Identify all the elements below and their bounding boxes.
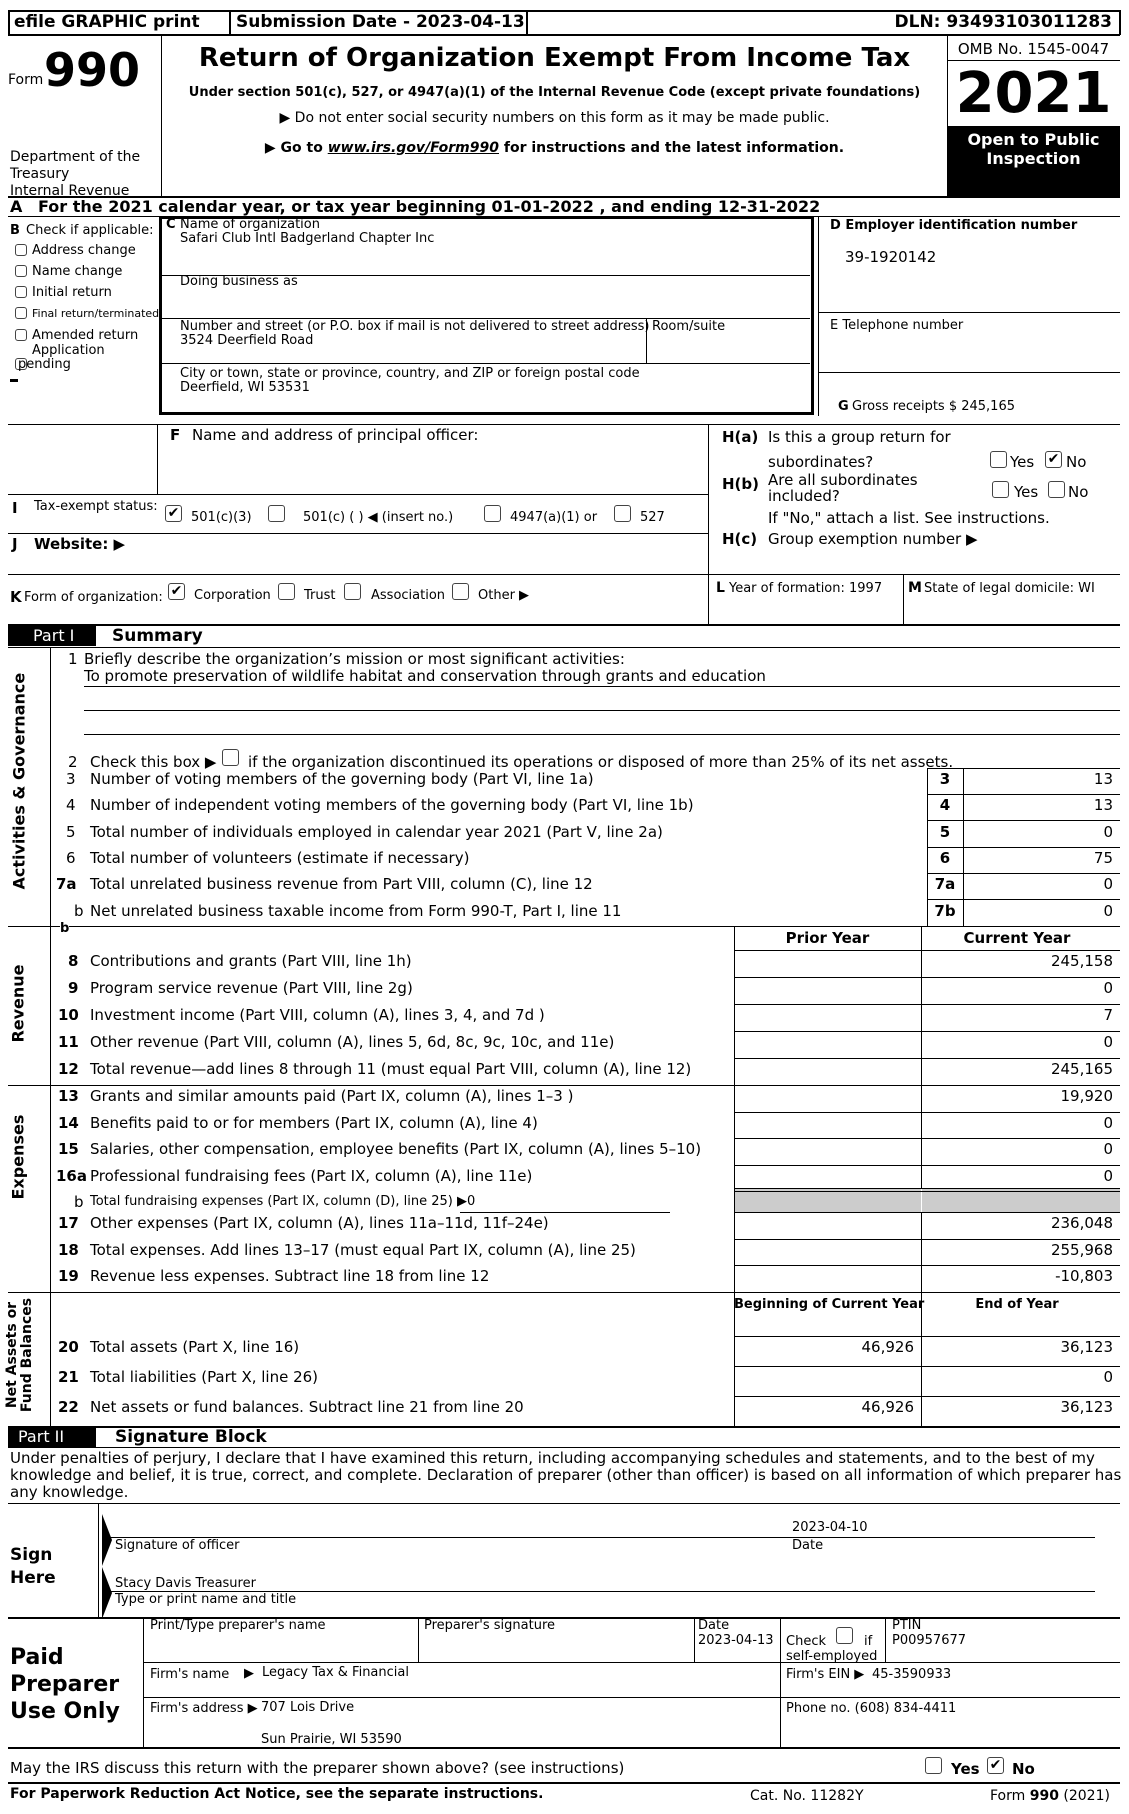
4947-label: 4947(a)(1) or — [510, 510, 598, 525]
discuss-question: May the IRS discuss this return with the preparer shown above? (see instructions) — [10, 1759, 625, 1777]
net-assets-line-current: 0 — [1103, 1368, 1113, 1386]
org-name: Safari Club Intl Badgerland Chapter Inc — [180, 231, 435, 246]
ptin-value: P00957677 — [892, 1633, 967, 1648]
if-label: if — [864, 1634, 873, 1649]
section-m-label: M — [908, 580, 922, 596]
part-2-tag: Part II — [8, 1427, 96, 1447]
preparer-signature-label: Preparer's signature — [424, 1618, 556, 1633]
paid-label: Paid — [10, 1645, 64, 1670]
section-i-label: I — [12, 499, 18, 517]
expense-line-current: 19,920 — [1060, 1087, 1113, 1105]
expense-line-no: 18 — [58, 1240, 79, 1259]
gov-line-text: Total number of volunteers (estimate if necessary) — [90, 848, 470, 867]
gov-line-value: 0 — [1103, 822, 1113, 841]
hb-no-label: No — [1068, 483, 1089, 501]
address-change-checkbox[interactable] — [15, 244, 27, 256]
street-label: Number and street (or P.O. box if mail is not delivered to street address) — [180, 319, 650, 334]
room-suite-label: Room/suite — [652, 319, 726, 334]
expense-line-text: Other expenses (Part IX, column (A), lines 11a–11d, 11f–24e) — [90, 1214, 549, 1232]
gov-line-text: Number of voting members of the governing body (Part VI, line 1a) — [90, 770, 594, 788]
other-checkbox[interactable] — [452, 583, 469, 600]
expense-line-no: 17 — [58, 1214, 79, 1232]
firm-address-1: 707 Lois Drive — [261, 1700, 355, 1715]
side-revenue: Revenue — [8, 964, 28, 1043]
hb-yes-checkbox[interactable] — [992, 481, 1009, 498]
net-assets-line-current: 36,123 — [1060, 1338, 1113, 1356]
form-990-page: efile GRAPHIC print Submission Date - 2023-04-13 DLN: 93493103011283 Form 990 Department of the Treasury Internal Revenue Return of Organization Exempt From Income Tax Under section 501(c), 527, or 4947(a)(1) of the Internal Revenue Code (except private foundations) ▶ Do not enter social security numbers on this form as it may be made public. ▶ Go to www.irs.gov/Form990 for instructions and the latest information. OMB No. 1545-0047 2021 Open to Public Inspection A For the 2021 calendar year, or tax year beginning 01-01-2022 , and ending 12-31-2022 B Check if applicable: Address change Name change Initial return Final return/terminated Amended return Application pending C Name of organization Safari Club Intl Badgerland Chapter Inc Doing business as Number and street (or P.O. box if mail is not delivered to street address) 3524 Deerfield Road Room/suite City or town, state or province, country, and ZIP or foreign postal code Deerfield, WI 53531 D Employer identification number 39-1920142 E Telephone number G Gross receipts $ 245,165 F Name and address of principal officer: H(a) Is this a group return for subordinates? Yes ✔ No H(b) Are all subordinates included? Yes No If "No," attach a list. See instructions. H(c) Group exemption number ▶ I Tax-exempt status: ✔ 501(c)(3) 501(c) ( ) ◀ (insert no.) 4947(a)(1) or 527 J Website: ▶ K Form of organization: ✔ Corporation Trust Association Other ▶ L Year of formation: 1997 M State of legal domicile: WI Part I Summary Activities & Governance Revenue Expenses Net Assets or Fund Balances 1 Briefly describe the organization’s mission or most significant activities: To promote preservation of wildlife habitat and conservation through grants and education 2 Check this box ▶ if the organization discontinued its operations or disposed of more than 25% of its net assets. b Prior Year Current Year b Total fundraising expenses (Part IX, column (D), line 25) ▶0 Beginning of Current Year End of Year Part II Signature Block Under penalties of perjury, I declare that I have examined this return, including accompanying schedules and statements, and to the best of my knowledge and belief, it is true, correct, and complete. Declaration of preparer (other than officer) is based on all information of which preparer has any knowledge. Sign Here 2023-04-10 Signature of officer Date Stacy Davis Treasurer Type or print name and title Paid Preparer Use Only Print/Type preparer's name Preparer's signature Date 2023-04-13 Check if self-employed PTIN P00957677 Firm's name ▶ Legacy Tax & Financial Firm's EIN ▶ 45-3590933 Firm's address ▶ 707 Lois Drive Sun Prairie, WI 53590 Phone no. (608) 834-4411 May the IRS discuss this return with the preparer shown above? (see instructions) Yes ✔ No For Paperwork Reduction Act Notice, see the separate instructions. Cat. No. 11282Y Form 990 (2021) 3 Number of voting members of the governing body (Part VI, line 1a) 3 13 4 Number of independent voting members of the governing body (Part VI, line 1b) 4 13 5 Total number of individuals employed in calendar year 2021 (Part V, line 2a) 5 0 6 Total number of volunteers (estimate if necessary) 6 75 7a Total unrelated business revenue from Part VIII, column (C), line 12 7a 0 b Net unrelated business taxable income from Form 990-T, Part I, line 11 7b 0 8 Contributions and grants (Part VIII, line 1h) 245,158 9 Program service revenue (Part VIII, line 2g) 0 10 Investment income (Part VIII, column (A), lines 3, 4, and 7d ) 7 11 Other revenue (Part VIII, column (A), lines 5, 6d, 8c, 9c, 10c, and 11e) 0 12 Total revenue—add lines 8 through 11 (must equal Part VIII, column (A), line 12) 245,165 13 Grants and similar amounts paid (Part IX, column (A), lines 1–3 ) 19,920 14 Benefits paid to or for members (Part IX, column (A), line 4) 0 15 Salaries, other compensation, employee benefits (Part IX, column (A), lines 5–10) 0 16a Professional fundraising fees (Part IX, column (A), line 11e) 0 17 Other expenses (Part IX, column (A), lines 11a–11d, 11f–24e) 236,048 18 Total expenses. Add lines 13–17 (must equal Part IX, column (A), line 25) 255,968 19 Revenue less expenses. Subtract line 18 from line 12 -10,803 20 Total assets (Part X, line 16) 46,926 36,123 21 Total liabilities (Part X, line 26) 0 22 Net assets or fund balances. Subtract line 21 from line 20 46,926 36,123 — [4, 12, 1122, 1804]
submission-date: Submission Date - 2023-04-13 — [236, 12, 525, 32]
gov-line-value: 13 — [1093, 770, 1113, 788]
prior-year-header: Prior Year — [785, 929, 870, 947]
section-k-label: K — [10, 588, 22, 606]
ha-no-checkbox[interactable]: ✔ — [1045, 451, 1062, 468]
end-year-header: End of Year — [975, 1297, 1059, 1312]
expense-line-text: Total expenses. Add lines 13–17 (must equal Part IX, column (A), line 25) — [90, 1240, 636, 1259]
catalog-number: Cat. No. 11282Y — [750, 1788, 864, 1804]
revenue-line-no: 10 — [58, 1006, 79, 1024]
gov-line-no: 3 — [66, 770, 76, 788]
net-assets-line-text: Total liabilities (Part X, line 26) — [90, 1368, 319, 1386]
expense-line-current: 236,048 — [1050, 1214, 1113, 1232]
revenue-line-text: Other revenue (Part VIII, column (A), lines 5, 6d, 8c, 9c, 10c, and 11e) — [90, 1033, 615, 1051]
gov-line-no: 5 — [66, 822, 76, 841]
side-expenses: Expenses — [8, 1114, 28, 1200]
paperwork-notice: For Paperwork Reduction Act Notice, see the separate instructions. — [10, 1786, 544, 1802]
firm-ein: 45-3590933 — [872, 1667, 952, 1682]
irs-link[interactable]: www.irs.gov/Form990 — [327, 140, 499, 156]
527-label: 527 — [640, 510, 665, 525]
gov-line-value: 13 — [1093, 796, 1113, 815]
side-net-assets: Net Assets or Fund Balances — [4, 1297, 35, 1413]
line-1-no: 1 — [68, 650, 78, 668]
self-employed-checkbox[interactable] — [836, 1627, 853, 1644]
revenue-line-current: 0 — [1103, 979, 1113, 997]
expense-line-no: 14 — [58, 1113, 79, 1132]
expense-line-no: 13 — [58, 1087, 79, 1105]
expense-line-text: Grants and similar amounts paid (Part IX, column (A), lines 1–3 ) — [90, 1087, 574, 1105]
tax-year: 2021 — [955, 61, 1112, 126]
line-a-label: A — [10, 197, 23, 216]
signature-label[interactable]: Signature of officer — [115, 1538, 240, 1553]
net-assets-line-prior: 46,926 — [861, 1398, 914, 1416]
expense-line-current: 255,968 — [1050, 1240, 1113, 1259]
line-2-no: 2 — [68, 753, 78, 771]
corporation-label: Corporation — [194, 588, 271, 603]
expense-line-text: Professional fundraising fees (Part IX, column (A), line 11e) — [90, 1166, 533, 1185]
revenue-line-no: 8 — [68, 952, 79, 970]
city-address: Deerfield, WI 53531 — [180, 380, 310, 395]
gov-line-value: 0 — [1103, 875, 1113, 894]
net-assets-line-no: 20 — [58, 1338, 79, 1356]
telephone-label: E Telephone number — [830, 318, 964, 333]
sign-label-1: Sign — [10, 1545, 53, 1565]
section-b-title: Check if applicable: — [26, 223, 154, 238]
final-return-checkbox[interactable] — [15, 307, 27, 319]
line-1-text: Briefly describe the organization’s mission or most significant activities: — [84, 650, 625, 668]
amended-return-label: Amended return — [32, 328, 139, 343]
firm-phone: Phone no. (608) 834-4411 — [786, 1701, 957, 1716]
501c3-checkbox[interactable]: ✔ — [165, 505, 182, 522]
year-of-formation: Year of formation: 1997 — [729, 581, 883, 596]
ptin-label: PTIN — [892, 1618, 922, 1633]
open-public-badge: Open to Public Inspection — [947, 126, 1120, 196]
ha-text-2: subordinates? — [768, 453, 874, 471]
preparer-date: 2023-04-13 — [698, 1633, 774, 1648]
discuss-yes-checkbox[interactable] — [925, 1757, 942, 1774]
dept-2: Treasury — [10, 166, 70, 182]
gov-line-value: 0 — [1103, 901, 1113, 920]
expense-line-current: 0 — [1103, 1166, 1113, 1185]
name-change-label: Name change — [32, 264, 123, 279]
expense-line-current: -10,803 — [1055, 1267, 1113, 1286]
expense-line-no: 19 — [58, 1267, 79, 1286]
section-l-label: L — [716, 580, 725, 596]
gov-line-no: b — [74, 901, 84, 920]
gov-line-no: 6 — [66, 848, 76, 867]
firm-address-label: Firm's address ▶ — [150, 1701, 258, 1716]
gov-line-box: 5 — [939, 822, 951, 841]
initial-return-label: Initial return — [32, 285, 112, 300]
revenue-line-no: 11 — [58, 1033, 79, 1051]
expense-line-text: Benefits paid to or for members (Part IX, column (A), line 4) — [90, 1113, 538, 1132]
ein-label: D Employer identification number — [830, 218, 1078, 233]
4947-checkbox[interactable] — [484, 505, 501, 522]
revenue-line-text: Total revenue—add lines 8 through 11 (must equal Part VIII, column (A), line 12) — [90, 1060, 692, 1078]
gov-line-text: Total unrelated business revenue from Part VIII, column (C), line 12 — [90, 875, 593, 894]
check-label: Check — [786, 1634, 826, 1649]
hb-text-2: included? — [768, 487, 840, 505]
gov-line-box: 7a — [934, 875, 956, 894]
perjury-line-2: knowledge and belief, it is true, correct, and complete. Declaration of preparer (other than officer) is based on all information of which preparer has — [10, 1466, 1122, 1484]
revenue-line-no: 12 — [58, 1060, 79, 1078]
omb-number: OMB No. 1545-0047 — [957, 40, 1110, 58]
revenue-line-text: Contributions and grants (Part VIII, line 1h) — [90, 952, 412, 970]
dba-label: Doing business as — [180, 274, 298, 289]
gov-line-box: 4 — [939, 796, 951, 815]
ha-no-label: No — [1066, 453, 1087, 471]
line-16b-no: b — [74, 1193, 84, 1211]
section-c-label: C — [166, 217, 176, 232]
hb-text-1: Are all subordinates — [768, 471, 918, 489]
gov-line-value: 75 — [1093, 848, 1113, 867]
revenue-line-text: Investment income (Part VIII, column (A), lines 3, 4, and 7d ) — [90, 1006, 545, 1024]
gov-line-text: Number of independent voting members of the governing body (Part VI, line 1b) — [90, 796, 694, 815]
net-assets-line-prior: 46,926 — [861, 1338, 914, 1356]
date-label: Date — [792, 1538, 824, 1553]
association-label: Association — [371, 588, 446, 603]
net-assets-line-no: 22 — [58, 1398, 79, 1416]
net-assets-line-text: Net assets or fund balances. Subtract line 21 from line 20 — [90, 1398, 524, 1416]
firm-address-2: Sun Prairie, WI 53590 — [261, 1732, 402, 1747]
gov-line-no: 4 — [66, 796, 76, 815]
firm-arrow: ▶ — [244, 1666, 254, 1681]
expense-line-text: Revenue less expenses. Subtract line 18 from line 12 — [90, 1267, 490, 1286]
section-b-label: B — [10, 223, 20, 238]
trust-checkbox[interactable] — [278, 583, 295, 600]
officer-name-label: Type or print name and title — [115, 1592, 297, 1607]
revenue-line-current: 7 — [1103, 1006, 1113, 1024]
501c-label: 501(c) ( ) ◀ (insert no.) — [303, 510, 454, 525]
other-label: Other ▶ — [478, 588, 530, 603]
hb-no-checkbox[interactable] — [1048, 481, 1065, 498]
amended-return-checkbox[interactable] — [15, 329, 27, 341]
section-f-label: F — [170, 426, 181, 444]
trust-label: Trust — [304, 588, 336, 603]
instructions-note: ▶ Go to www.irs.gov/Form990 for instructions and the latest information. — [264, 140, 845, 156]
discontinued-checkbox[interactable] — [222, 749, 239, 766]
ssn-note: ▶ Do not enter social security numbers on this form as it may be made public. — [279, 110, 830, 126]
perjury-line-1: Under penalties of perjury, I declare that I have examined this return, including accompanying schedules and statements, and to the best of my — [10, 1449, 1095, 1467]
efile-label: efile GRAPHIC print — [14, 12, 200, 32]
net-assets-line-text: Total assets (Part X, line 16) — [90, 1338, 300, 1356]
line-16b-text: Total fundraising expenses (Part IX, column (D), line 25) ▶0 — [90, 1194, 476, 1209]
firm-ein-label: Firm's EIN ▶ — [786, 1667, 865, 1682]
expense-line-current: 0 — [1103, 1113, 1113, 1132]
self-employed-label: self-employed — [786, 1649, 878, 1664]
form-title: Return of Organization Exempt From Income Tax — [198, 43, 911, 73]
state-of-domicile: State of legal domicile: WI — [924, 581, 1095, 596]
net-assets-line-no: 21 — [58, 1368, 79, 1386]
association-checkbox[interactable] — [344, 583, 361, 600]
line-2-post: if the organization discontinued its operations or disposed of more than 25% of its net assets. — [248, 753, 954, 771]
hb-label: H(b) — [722, 475, 760, 493]
signature-date: 2023-04-10 — [792, 1520, 868, 1535]
hb-note: If "No," attach a list. See instructions. — [768, 509, 1050, 527]
form-footer: Form 990 (2021) — [990, 1788, 1110, 1804]
form-subtitle: Under section 501(c), 527, or 4947(a)(1) of the Internal Revenue Code (except private foundations) — [188, 85, 921, 100]
final-return-label: Final return/terminated — [32, 307, 160, 320]
gov-line-text: Total number of individuals employed in calendar year 2021 (Part V, line 2a) — [90, 822, 663, 841]
gov-line-no: 7a — [56, 875, 77, 894]
sign-label-2: Here — [10, 1568, 56, 1588]
dept-3: Internal Revenue — [10, 183, 130, 196]
hc-label: H(c) — [722, 530, 758, 548]
gov-line-box: 7b — [934, 901, 956, 920]
ha-yes-label: Yes — [1010, 453, 1035, 471]
expense-line-text: Salaries, other compensation, employee benefits (Part IX, column (A), lines 5–10) — [90, 1140, 702, 1158]
firm-name-label: Firm's name — [150, 1667, 230, 1682]
gov-line-text: Net unrelated business taxable income from Form 990-T, Part I, line 11 — [90, 901, 622, 920]
revenue-line-no: 9 — [68, 979, 79, 997]
dln: DLN: 93493103011283 — [894, 12, 1112, 32]
website-label: Website: ▶ — [34, 535, 126, 553]
preparer-label: Preparer — [10, 1672, 120, 1697]
use-only-label: Use Only — [10, 1699, 120, 1724]
gov-line-box: 6 — [939, 848, 951, 867]
discuss-no-label: No — [1012, 1760, 1035, 1778]
initial-return-checkbox[interactable] — [15, 286, 27, 298]
name-change-checkbox[interactable] — [15, 265, 27, 277]
mission-text: To promote preservation of wildlife habitat and conservation through grants and education — [84, 667, 766, 685]
gov-line-box: 3 — [939, 770, 951, 788]
preparer-date-label: Date — [698, 1618, 730, 1633]
section-j-label: J — [12, 535, 18, 553]
revenue-line-text: Program service revenue (Part VIII, line 2g) — [90, 979, 413, 997]
city-label: City or town, state or province, country, and ZIP or foreign postal code — [180, 366, 640, 381]
gross-receipts-g: G — [838, 399, 849, 414]
line-2-pre: Check this box ▶ — [90, 753, 217, 771]
application-label: Application — [32, 343, 105, 358]
firm-name: Legacy Tax & Financial — [262, 1665, 409, 1680]
discuss-yes-label: Yes — [951, 1760, 980, 1778]
ha-label: H(a) — [722, 428, 759, 446]
part-2-title: Signature Block — [115, 1427, 267, 1447]
net-assets-line-current: 36,123 — [1060, 1398, 1113, 1416]
527-checkbox[interactable] — [614, 505, 631, 522]
revenue-line-current: 245,158 — [1050, 952, 1113, 970]
hc-text: Group exemption number ▶ — [768, 530, 978, 548]
form-word: Form — [8, 72, 44, 88]
dept-1: Department of the — [10, 149, 141, 165]
part-1-title: Summary — [112, 626, 203, 646]
part-1-tag: Part I — [8, 626, 96, 646]
revenue-line-current: 245,165 — [1050, 1060, 1113, 1078]
hb-yes-label: Yes — [1014, 483, 1039, 501]
501c-checkbox[interactable] — [268, 505, 285, 522]
org-name-label: Name of organization — [180, 217, 320, 232]
corporation-checkbox[interactable]: ✔ — [168, 583, 185, 600]
beginning-year-header: Beginning of Current Year — [734, 1297, 925, 1312]
form-of-org-title: Form of organization: — [24, 590, 163, 605]
officer-name: Stacy Davis Treasurer — [115, 1576, 256, 1591]
discuss-no-checkbox[interactable]: ✔ — [987, 1757, 1004, 1774]
street-address: 3524 Deerfield Road — [180, 333, 314, 348]
ha-text-1: Is this a group return for — [768, 428, 951, 446]
side-activities-governance: Activities & Governance — [9, 672, 29, 890]
ein-value: 39-1920142 — [845, 248, 937, 266]
principal-officer-label: Name and address of principal officer: — [192, 426, 479, 444]
pending-label: pending — [18, 357, 71, 372]
gross-receipts: Gross receipts $ 245,165 — [852, 399, 1015, 414]
tax-exempt-title: Tax-exempt status: — [34, 499, 158, 514]
expense-line-current: 0 — [1103, 1140, 1113, 1158]
expense-line-no: 16a — [56, 1166, 87, 1185]
expense-line-no: 15 — [58, 1140, 79, 1158]
current-year-header: Current Year — [963, 929, 1071, 947]
revenue-line-current: 0 — [1103, 1033, 1113, 1051]
address-change-label: Address change — [32, 243, 136, 258]
form-number: 990 — [44, 43, 141, 97]
preparer-name-label: Print/Type preparer's name — [150, 1618, 326, 1633]
ha-yes-checkbox[interactable] — [990, 451, 1007, 468]
tax-year-range: For the 2021 calendar year, or tax year beginning 01-01-2022 , and ending 12-31-2022 — [38, 197, 821, 216]
perjury-line-3: any knowledge. — [10, 1483, 129, 1501]
501c3-label: 501(c)(3) — [191, 510, 252, 525]
